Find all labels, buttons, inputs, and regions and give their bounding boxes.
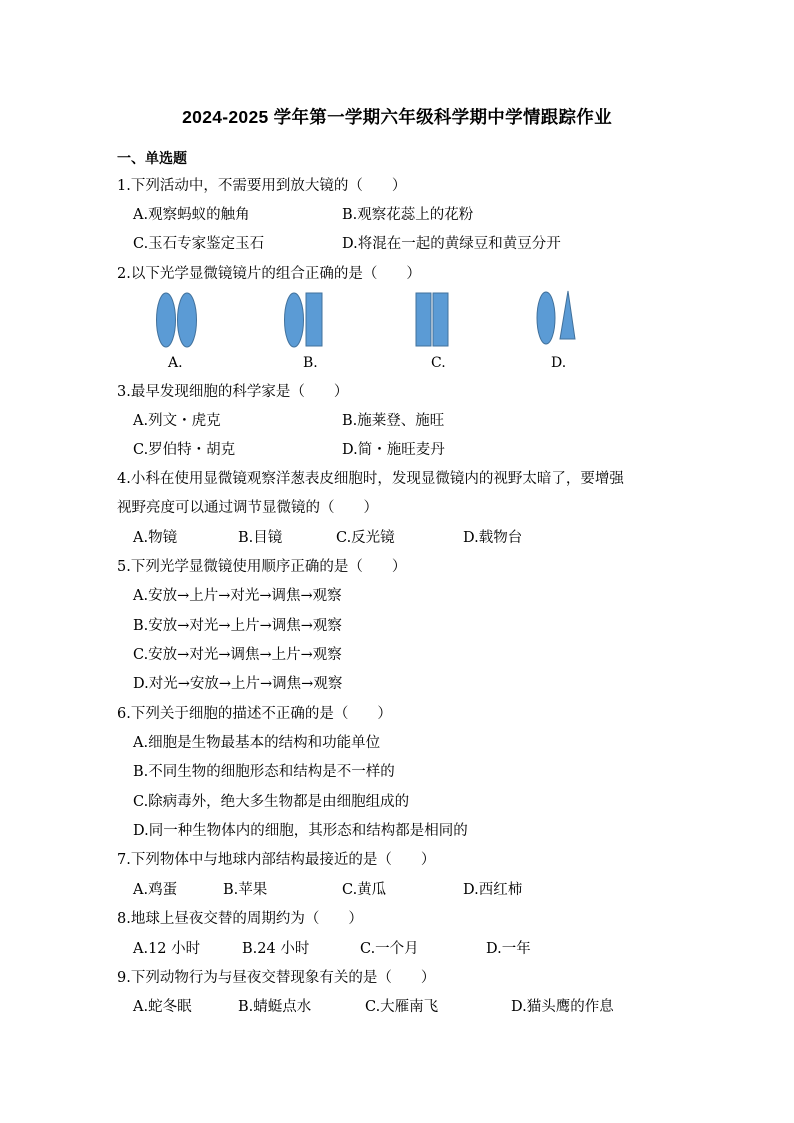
page-title: 2024-2025 学年第一学期六年级科学期中学情跟踪作业 — [182, 107, 612, 127]
question-8-option-d: D.一年 — [486, 941, 531, 957]
question-3-option-b: B.施莱登、施旺 — [342, 413, 445, 429]
question-7-option-a: A.鸡蛋 — [133, 882, 178, 898]
flat-glass-icon — [416, 293, 431, 346]
question-7-stem: 7.下列物体中与地球内部结构最接近的是（ ） — [117, 852, 436, 868]
question-6-option-a: A.细胞是生物最基本的结构和功能单位 — [133, 735, 381, 751]
question-1-option-d: D.将混在一起的黄绿豆和黄豆分开 — [342, 236, 561, 252]
question-3-stem: 3.最早发现细胞的科学家是（ ） — [117, 384, 349, 400]
question-5-option-c: C.安放→对光→调焦→上片→观察 — [133, 647, 342, 663]
question-5-stem: 5.下列光学显微镜使用顺序正确的是（ ） — [117, 559, 407, 575]
question-5-option-d: D.对光→安放→上片→调焦→观察 — [133, 676, 343, 692]
question-9-stem: 9.下列动物行为与昼夜交替现象有关的是（ ） — [117, 970, 436, 986]
question-1-option-a: A.观察蚂蚁的触角 — [133, 207, 250, 223]
question-9-option-b: B.蜻蜓点水 — [238, 999, 312, 1015]
question-8-option-c: C.一个月 — [360, 941, 419, 957]
question-4-stem-line2: 视野亮度可以通过调节显微镜的（ ） — [117, 500, 378, 516]
question-1-option-c: C.玉石专家鉴定玉石 — [133, 236, 265, 252]
section-heading: 一、单选题 — [117, 150, 187, 166]
convex-lens-icon — [537, 292, 555, 344]
question-4-option-a: A.物镜 — [133, 530, 178, 546]
prism-icon — [560, 291, 575, 339]
question-9-option-d: D.猫头鹰的作息 — [511, 999, 614, 1015]
question-3-option-c: C.罗伯特・胡克 — [133, 442, 236, 458]
question-8-stem: 8.地球上昼夜交替的周期约为（ ） — [117, 911, 363, 927]
question-5-option-b: B.安放→对光→上片→调焦→观察 — [133, 618, 342, 634]
question-9-option-c: C.大雁南飞 — [365, 999, 439, 1015]
question-6-stem: 6.下列关于细胞的描述不正确的是（ ） — [117, 706, 392, 722]
flat-glass-icon — [306, 293, 322, 346]
question-4-option-d: D.载物台 — [463, 530, 523, 546]
convex-lens-icon — [178, 293, 197, 347]
question-3-option-d: D.简・施旺麦丹 — [342, 442, 445, 458]
question-8-option-a: A.12 小时 — [133, 941, 201, 957]
question-2-option-b: B. — [303, 355, 318, 371]
lens-option-b-figure — [283, 287, 325, 351]
flat-glass-icon — [433, 293, 448, 346]
convex-lens-icon — [285, 293, 304, 347]
question-7-option-d: D.西红柿 — [463, 882, 523, 898]
question-3-option-a: A.列文・虎克 — [133, 413, 221, 429]
question-7-option-c: C.黄瓜 — [342, 882, 387, 898]
question-8-option-b: B.24 小时 — [242, 941, 310, 957]
question-4-stem-line1: 4.小科在使用显微镜观察洋葱表皮细胞时，发现显微镜内的视野太暗了，要增强 — [117, 471, 624, 487]
convex-lens-icon — [157, 293, 176, 347]
question-4-option-b: B.目镜 — [238, 530, 283, 546]
lens-option-a-figure — [155, 287, 201, 351]
question-2-option-d: D. — [551, 355, 567, 371]
question-5-option-a: A.安放→上片→对光→调焦→观察 — [133, 588, 342, 604]
question-4-option-c: C.反光镜 — [336, 530, 395, 546]
question-2-option-a: A. — [168, 355, 183, 371]
question-2-option-c: C. — [431, 355, 446, 371]
lens-option-c-figure — [413, 287, 453, 351]
question-6-option-d: D.同一种生物体内的细胞，其形态和结构都是相同的 — [133, 823, 468, 839]
lens-option-d-figure — [535, 287, 579, 351]
question-6-option-c: C.除病毒外，绝大多生物都是由细胞组成的 — [133, 794, 410, 810]
question-1-stem: 1.下列活动中，不需要用到放大镜的（ ） — [117, 178, 407, 194]
question-6-option-b: B.不同生物的细胞形态和结构是不一样的 — [133, 764, 395, 780]
question-9-option-a: A.蛇冬眠 — [133, 999, 192, 1015]
question-7-option-b: B.苹果 — [223, 882, 268, 898]
question-2-stem: 2.以下光学显微镜镜片的组合正确的是（ ） — [117, 266, 421, 282]
question-1-option-b: B.观察花蕊上的花粉 — [342, 207, 474, 223]
